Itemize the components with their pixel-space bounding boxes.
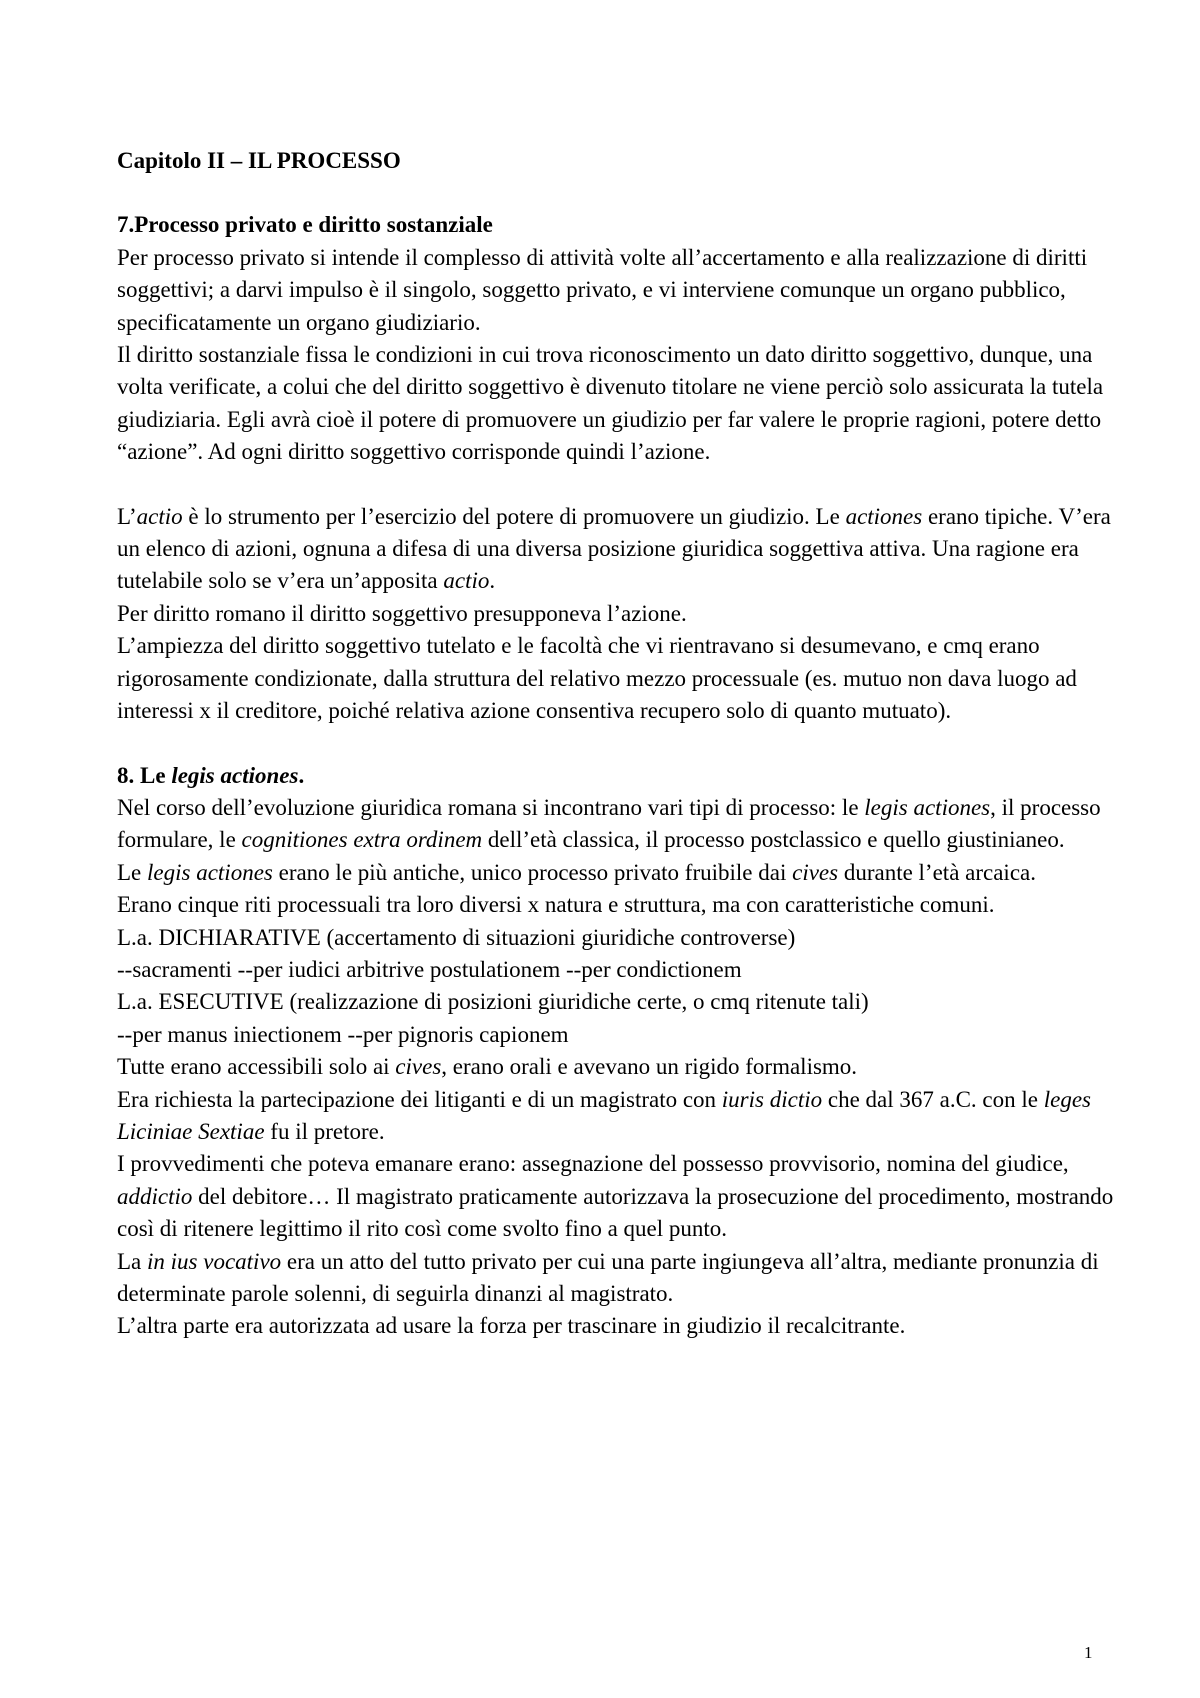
text-run: durante l’età arcaica. — [838, 859, 1036, 885]
section-8-paragraph-9 — [117, 1084, 1127, 1149]
term-iuris-dictio: iuris dictio — [721, 1086, 823, 1112]
chapter-title: Capitolo II – IL PROCESSO — [117, 148, 401, 173]
text-run: , erano orali e avevano un rigido formalismo. — [441, 1054, 858, 1080]
term-legis-actiones: legis actiones — [147, 859, 273, 885]
section-8-paragraph-4: L.a. DICHIARATIVE (accertamento di situazioni giuridiche controverse) — [117, 924, 796, 950]
term-legis-actiones: legis actiones — [864, 794, 991, 820]
text-run: dell’età classica, il processo postclassico e quello giustinianeo. — [482, 827, 1065, 853]
text-run: 8. Le — [117, 762, 172, 788]
section-8-paragraph-12: L’altra parte era autorizzata ad usare la forza per trascinare in giudizio il recalcitrante. — [117, 1313, 906, 1339]
section-8-paragraph-5: --sacramenti --per iudici arbitrive postulationem --per condictionem — [117, 956, 742, 982]
section-8-paragraph-6: L.a. ESECUTIVE (realizzazione di posizioni giuridiche certe, o cmq ritenute tali) — [117, 989, 869, 1015]
term-actiones: actiones — [845, 503, 923, 529]
text-run: erano le più antiche, unico processo privato fruibile dai — [272, 859, 793, 885]
section-7-title: 7.Processo privato e diritto sostanziale — [117, 212, 493, 238]
text-run: Nel corso dell’evoluzione giuridica romana si incontrano vari tipi di processo: le — [117, 794, 865, 820]
text-run: Era richiesta la partecipazione dei litiganti e di un magistrato con — [117, 1086, 722, 1112]
document-page — [117, 145, 1127, 1343]
text-run: Le — [117, 859, 148, 885]
term-leges-liciniae: leges Liciniae Sextiae — [117, 1086, 1091, 1144]
section-8-title — [117, 760, 1127, 792]
section-8-paragraph-1 — [117, 792, 1127, 857]
text-run: del debitore… Il magistrato praticamente autorizzava la prosecuzione del procedimento, mostrando così di ritenere legittimo il rito così come svolto fino a quel punto. — [117, 1183, 1114, 1242]
section-8-paragraph-10 — [117, 1148, 1127, 1245]
term-in-ius-vocativo: in ius vocativo — [147, 1248, 282, 1274]
text-run: . — [489, 568, 496, 594]
text-run: I provvedimenti che poteva emanare erano: assegnazione del possesso provvisorio, nomina del giudice, — [117, 1151, 1069, 1177]
page-number: 1 — [1084, 1643, 1093, 1662]
text-run: . — [298, 762, 305, 788]
text-run: , il processo formulare, le — [117, 794, 1101, 853]
term-legis-actiones: legis actiones — [171, 762, 299, 788]
section-8-paragraph-7: --per manus iniectionem --per pignoris capionem — [117, 1021, 569, 1047]
term-actio: actio — [136, 503, 183, 529]
term-cognitiones: cognitiones extra ordinem — [241, 827, 483, 853]
term-addictio: addictio — [117, 1183, 193, 1209]
text-run: erano tipiche. V’era un elenco di azioni, ognuna a difesa di una diversa posizione giuridica soggettiva attiva. Una ragione era tutelabile solo se v’era un’apposita — [117, 503, 1111, 594]
section-7-paragraph-3 — [117, 501, 1127, 598]
text-run: L’ — [117, 503, 137, 529]
term-cives: cives — [792, 859, 839, 885]
section-7-paragraph-5: L’ampiezza del diritto soggettivo tutelato e le facoltà che vi rientravano si desumevano, e cmq erano rigorosamente condizionate, dalla struttura del relativo mezzo processuale (es. mutuo non dava luogo ad interessi x il creditore, poiché relativa azione consentiva recupero solo di quanto mutuato). — [117, 633, 1077, 724]
section-7-paragraph-4: Per diritto romano il diritto soggettivo presupponeva l’azione. — [117, 600, 687, 626]
text-run: La — [117, 1248, 148, 1274]
text-run: era un atto del tutto privato per cui una parte ingiungeva all’altra, mediante pronunzia di determinate parole solenni, di seguirla dinanzi al magistrato. — [117, 1248, 1099, 1306]
section-7-paragraph-1: Per processo privato si intende il complesso di attività volte all’accertamento e alla realizzazione di diritti soggettivi; a darvi impulso è il singolo, soggetto privato, e vi interviene comunque un organo pubblico, specificatamente un organo giudiziario. — [117, 244, 1088, 335]
text-run: fu il pretore. — [264, 1118, 385, 1144]
section-7-paragraph-2: Il diritto sostanziale fissa le condizioni in cui trova riconoscimento un dato diritto soggettivo, dunque, una volta verificate, a colui che del diritto soggettivo è divenuto titolare ne viene perciò solo assicurata la tutela giudiziaria. Egli avrà cioè il potere di promuovere un giudizio per far valere le proprie ragioni, potere detto “azione”. Ad ogni diritto soggettivo corrisponde quindi l’azione. — [117, 342, 1104, 465]
text-run: che dal 367 a.C. con le — [822, 1086, 1044, 1112]
text-run: è lo strumento per l’esercizio del potere di promuovere un giudizio. Le — [182, 503, 846, 529]
term-actio: actio — [443, 568, 490, 594]
section-8-paragraph-8 — [117, 1051, 1127, 1083]
term-cives: cives — [395, 1054, 442, 1080]
section-8-paragraph-2 — [117, 857, 1127, 889]
text-run: Tutte erano accessibili solo ai — [117, 1054, 396, 1080]
section-8-paragraph-3: Erano cinque riti processuali tra loro diversi x natura e struttura, ma con caratteristiche comuni. — [117, 892, 995, 918]
section-8-paragraph-11 — [117, 1246, 1127, 1311]
